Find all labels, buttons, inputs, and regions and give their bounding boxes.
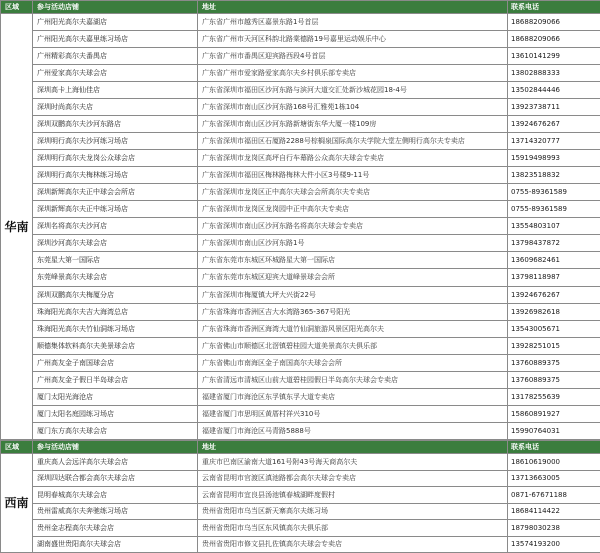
store-phone: 13610141299 xyxy=(508,48,600,65)
store-address: 福建省厦门市思明区黄厝村祥兴310号 xyxy=(198,405,508,422)
store-name: 东莞星大第一国际店 xyxy=(33,252,198,269)
store-name: 深圳明行高尔夫梅林练习场店 xyxy=(33,167,198,184)
store-address: 广东省清远市清城区山前大道碧桂园假日半岛高尔夫球会专卖店 xyxy=(198,371,508,388)
store-phone: 13798437872 xyxy=(508,235,600,252)
store-address: 广东省深圳市龙岗区龙岗园中正中高尔夫专卖店 xyxy=(198,201,508,218)
store-name: 深圳新辉高尔夫正中球会会所店 xyxy=(33,184,198,201)
store-phone: 18688209066 xyxy=(508,14,600,31)
southwest-rows xyxy=(1,454,600,553)
store-address: 广东省东莞市东城区迎宾大道峰景球会会所 xyxy=(198,269,508,286)
store-address: 广东省深圳市梅厦镇大坪大兴街22号 xyxy=(198,286,508,303)
store-name: 深圳双鹏高尔夫梅厦分店 xyxy=(33,286,198,303)
table-row xyxy=(1,235,600,252)
store-phone: 13926982618 xyxy=(508,303,600,320)
store-name: 深圳时尚高尔夫店 xyxy=(33,99,198,116)
store-address: 重庆市巴南区渝南大道161号附43号海天商高尔夫 xyxy=(198,454,508,471)
south-rows xyxy=(1,14,600,440)
header-address: 地址 xyxy=(198,1,508,14)
store-phone: 13714320777 xyxy=(508,133,600,150)
store-name: 重庆高人会远洋高尔夫球会店 xyxy=(33,454,198,471)
store-name: 珠海阳光高尔夫竹仙洞练习场店 xyxy=(33,320,198,337)
store-name: 厦门太阳光海沧店 xyxy=(33,388,198,405)
store-name: 深圳明行高尔夫沙河练习场店 xyxy=(33,133,198,150)
table-row xyxy=(1,337,600,354)
store-phone: 0755-89361589 xyxy=(508,201,600,218)
table-row xyxy=(1,133,600,150)
store-phone: 13802888333 xyxy=(508,65,600,82)
store-name: 湖南盛世贵阳高尔夫球会店 xyxy=(33,536,198,553)
store-phone: 13823518832 xyxy=(508,167,600,184)
store-address: 广东省深圳市福田区沙河东路与滨河大道交汇处新沙城花园18-4号 xyxy=(198,82,508,99)
store-phone: 18688209066 xyxy=(508,31,600,48)
header-region: 区域 xyxy=(1,441,33,454)
store-address: 广东省广州市越秀区嘉景东路1号首层 xyxy=(198,14,508,31)
store-address: 广东省珠海市香洲区海湾大道竹仙洞旅游风景区阳光高尔夫 xyxy=(198,320,508,337)
store-name: 广州高友金子南国球会店 xyxy=(33,354,198,371)
table-row xyxy=(1,520,600,537)
store-name: 东莞峰景高尔夫球会店 xyxy=(33,269,198,286)
store-name: 厦门东方高尔夫球会店 xyxy=(33,422,198,439)
store-address: 广东省佛山市顺德区北滘镇碧桂园大道美景高尔夫俱乐部 xyxy=(198,337,508,354)
store-name: 广州精彩高尔夫番禺店 xyxy=(33,48,198,65)
table-row xyxy=(1,371,600,388)
store-phone: 13178255639 xyxy=(508,388,600,405)
store-name: 深圳名将高尔夫沙河店 xyxy=(33,218,198,235)
store-address: 云南省昆明市宜良县汤池镇春城湖畔度假村 xyxy=(198,487,508,504)
table-header-row xyxy=(1,441,600,454)
store-address: 广东省深圳市南山区沙河东路1号 xyxy=(198,235,508,252)
table-row xyxy=(1,503,600,520)
store-address: 广东省深圳市南山区沙河东路新塘街东华大厦一楼109房 xyxy=(198,116,508,133)
table-row xyxy=(1,405,600,422)
region-name: 西南 xyxy=(1,454,33,553)
store-phone: 13502844446 xyxy=(508,82,600,99)
store-name: 广州高友金子假日半岛球会店 xyxy=(33,371,198,388)
table-row xyxy=(1,320,600,337)
table-row xyxy=(1,303,600,320)
table-row xyxy=(1,201,600,218)
store-address: 贵州省贵阳市乌当区东风镇高尔夫俱乐部 xyxy=(198,520,508,537)
region-name: 华南 xyxy=(1,14,33,440)
store-name: 深圳四达联合都会高尔夫球会店 xyxy=(33,470,198,487)
header-store: 参与活动店铺 xyxy=(33,441,198,454)
store-phone: 0755-89361589 xyxy=(508,184,600,201)
store-address: 广东省珠海市香洲区吉大水湾路365-367号阳光 xyxy=(198,303,508,320)
store-phone: 13554803107 xyxy=(508,218,600,235)
table-row xyxy=(1,470,600,487)
store-name: 广州阳光高尔夫嘉湖店 xyxy=(33,14,198,31)
southwest-region-table xyxy=(0,440,600,553)
header-region: 区域 xyxy=(1,1,33,14)
store-address: 贵州省贵阳市乌当区新天寨高尔夫练习场 xyxy=(198,503,508,520)
store-address: 广东省深圳市福田区梅林路梅林大件小区3号楼9-11号 xyxy=(198,167,508,184)
table-row xyxy=(1,454,600,471)
table-row xyxy=(1,388,600,405)
store-address: 贵州省贵阳市修文县扎佐镇高尔夫球会专卖店 xyxy=(198,536,508,553)
store-name: 珠海阳光高尔夫吉大海湾总店 xyxy=(33,303,198,320)
store-address: 广东省佛山市南海区金子南国高尔夫球会会所 xyxy=(198,354,508,371)
table-row xyxy=(1,116,600,133)
store-name: 贵州金志程高尔夫球会店 xyxy=(33,520,198,537)
store-phone: 18610619000 xyxy=(508,454,600,471)
header-address: 地址 xyxy=(198,441,508,454)
store-phone: 15860891927 xyxy=(508,405,600,422)
header-store: 参与活动店铺 xyxy=(33,1,198,14)
store-name: 深圳双鹏高尔夫沙河东路店 xyxy=(33,116,198,133)
store-name: 贵州雷威高尔夫奔驰练习场店 xyxy=(33,503,198,520)
header-phone: 联系电话 xyxy=(508,1,600,14)
store-address: 广东省深圳市龙岗区高坪自行车幕路公众高尔夫球会专卖店 xyxy=(198,150,508,167)
table-row xyxy=(1,99,600,116)
table-row xyxy=(1,48,600,65)
table-row xyxy=(1,269,600,286)
table-row xyxy=(1,487,600,504)
store-address: 福建省厦门市海沧区马青路5888号 xyxy=(198,422,508,439)
table-row xyxy=(1,422,600,439)
table-row xyxy=(1,65,600,82)
table-row xyxy=(1,31,600,48)
store-phone: 13760889375 xyxy=(508,371,600,388)
store-phone: 13928251015 xyxy=(508,337,600,354)
store-address: 广东省广州市番禺区迎宾路西段4号首层 xyxy=(198,48,508,65)
table-header-row xyxy=(1,1,600,14)
store-phone: 13609682461 xyxy=(508,252,600,269)
store-phone: 0871-67671188 xyxy=(508,487,600,504)
store-phone: 15919498993 xyxy=(508,150,600,167)
store-phone: 13543005671 xyxy=(508,320,600,337)
store-phone: 13924676267 xyxy=(508,116,600,133)
table-row xyxy=(1,354,600,371)
store-address: 广东省东莞市东城区环城路星大第一国际店 xyxy=(198,252,508,269)
store-address: 福建省厦门市海沧区东孚镇东孚大道专卖店 xyxy=(198,388,508,405)
store-address: 云南省昆明市官渡区滇池路都会高尔夫球会专卖店 xyxy=(198,470,508,487)
store-name: 深圳明行高尔夫龙岗公众球会店 xyxy=(33,150,198,167)
store-address: 广东省深圳市福田区石厦路2288号棕榈泉国际高尔夫学院大堂左侧明行高尔夫专卖店 xyxy=(198,133,508,150)
store-phone: 13574193200 xyxy=(508,536,600,553)
store-phone: 13760889375 xyxy=(508,354,600,371)
store-phone: 18798030238 xyxy=(508,520,600,537)
store-name: 顺德集体软料高尔夫美景球会店 xyxy=(33,337,198,354)
store-address: 广东省广州市爱家路爱家高尔夫乡村俱乐部专卖店 xyxy=(198,65,508,82)
table-row xyxy=(1,286,600,303)
table-row xyxy=(1,167,600,184)
store-name: 广州阳光高尔夫嘉里练习场店 xyxy=(33,31,198,48)
store-phone: 13924676267 xyxy=(508,286,600,303)
store-address: 广东省深圳市龙岗区正中高尔夫球会会所高尔夫专卖店 xyxy=(198,184,508,201)
table-row xyxy=(1,184,600,201)
store-name: 深圳沙河高尔夫球会店 xyxy=(33,235,198,252)
table-row xyxy=(1,536,600,553)
store-name: 深圳高卡上海仙佳店 xyxy=(33,82,198,99)
table-row xyxy=(1,82,600,99)
table-row xyxy=(1,150,600,167)
table-row xyxy=(1,218,600,235)
store-address: 广东省深圳市南山区沙河东路名将高尔夫球会专卖店 xyxy=(198,218,508,235)
store-phone: 13713663005 xyxy=(508,470,600,487)
store-address: 广东省广州市天河区科韵北路棠德路19号嘉里运动娱乐中心 xyxy=(198,31,508,48)
header-phone: 联系电话 xyxy=(508,441,600,454)
table-row xyxy=(1,14,600,31)
table-row xyxy=(1,252,600,269)
store-name: 厦门太阳名庭园练习场店 xyxy=(33,405,198,422)
store-name: 广州爱家高尔夫球会店 xyxy=(33,65,198,82)
store-address: 广东省深圳市南山区沙河东路168号汇雅苑1栋104 xyxy=(198,99,508,116)
store-name: 深圳新辉高尔夫正中练习场店 xyxy=(33,201,198,218)
store-phone: 15990764031 xyxy=(508,422,600,439)
store-phone: 13923738711 xyxy=(508,99,600,116)
store-name: 昆明春城高尔夫球会店 xyxy=(33,487,198,504)
store-phone: 18684114422 xyxy=(508,503,600,520)
store-phone: 13798118987 xyxy=(508,269,600,286)
